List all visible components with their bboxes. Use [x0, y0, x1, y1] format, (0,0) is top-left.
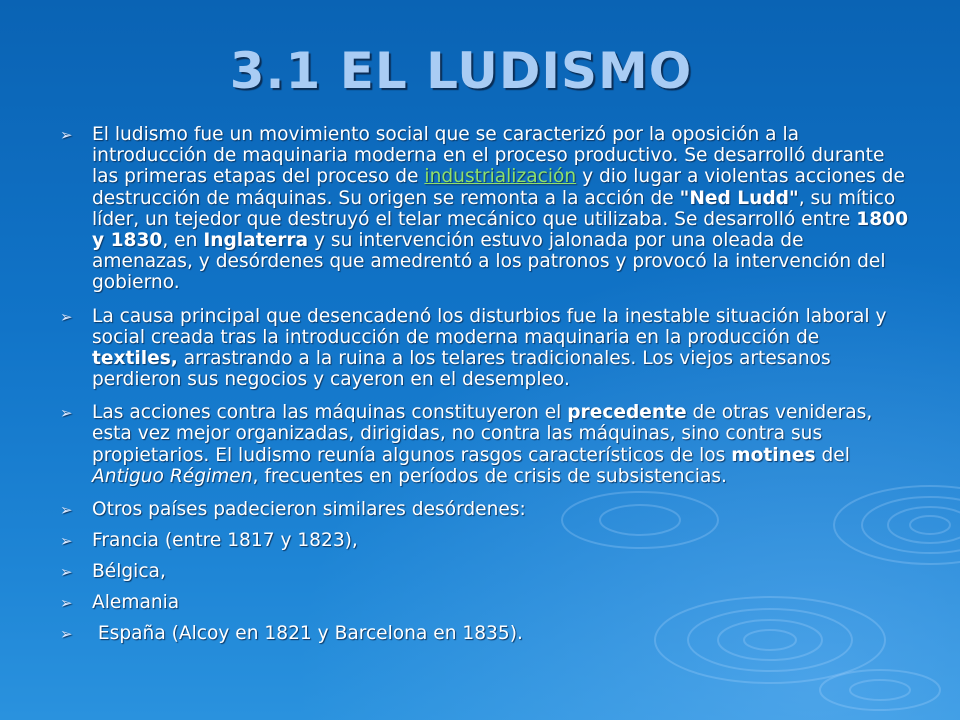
- text-run: La causa principal que desencadenó los disturbios fue la inestable situación laboral y social creada tras la introducción de moderna maquinaria en la producción de: [92, 305, 887, 348]
- arrow-bullet-icon: ➢: [60, 501, 73, 519]
- list-item-otros-paises: [60, 499, 910, 522]
- slide-body: [60, 124, 910, 646]
- ned-ludd-bold: "Ned Ludd": [679, 187, 799, 209]
- list-item-text: Alemania: [92, 592, 180, 613]
- text-run: , su mítico líder, un tejedor que destruyó el telar mecánico que utilizaba. Se desarrolló entre: [92, 187, 896, 230]
- text-run: Las acciones contra las máquinas constituyeron el: [92, 402, 568, 424]
- arrow-bullet-icon: ➢: [60, 563, 73, 581]
- arrow-bullet-icon: ➢: [60, 594, 73, 612]
- text-run: arrastrando a la ruina a los telares tradicionales. Los viejos artesanos perdieron sus negocios y cayeron en el desempleo.: [92, 347, 831, 391]
- paragraph-3-text: [92, 402, 910, 487]
- list-item-text: Bélgica,: [92, 561, 166, 582]
- list-item-text: España (Alcoy en 1821 y Barcelona en 1835).: [92, 623, 523, 644]
- text-run: , en: [162, 229, 204, 251]
- arrow-bullet-icon: ➢: [60, 625, 73, 643]
- list-item-text: Otros países padecieron similares desórdenes:: [92, 499, 526, 520]
- list-item-francia: [60, 530, 910, 553]
- precedente-bold: precedente: [567, 402, 687, 424]
- text-run: y su intervención estuvo jalonada por una oleada de amenazas, y desórdenes que amedrentó a los patronos y provocó la intervención del gobierno.: [92, 229, 886, 294]
- list-item-espana: [60, 623, 910, 646]
- bullet-paragraph-3: [60, 402, 910, 487]
- textiles-bold: textiles,: [92, 347, 178, 369]
- text-run: , frecuentes en períodos de crisis de subsistencias.: [252, 465, 727, 487]
- arrow-bullet-icon: ➢: [60, 307, 73, 326]
- arrow-bullet-icon: ➢: [60, 404, 73, 423]
- list-item-belgica: [60, 561, 910, 584]
- slide-title: 3.1 EL LUDISMO: [229, 42, 693, 100]
- paragraph-1-text: [92, 124, 910, 294]
- arrow-bullet-icon: ➢: [60, 532, 73, 550]
- inglaterra-bold: Inglaterra: [203, 229, 309, 251]
- industrializacion-link[interactable]: industrialización: [424, 166, 577, 188]
- text-run: y dio lugar a violentas acciones de destrucción de máquinas. Su origen se remonta a la acción de: [92, 166, 905, 209]
- bullet-paragraph-1: [60, 124, 910, 294]
- date-range-bold: 1800 y 1830: [92, 208, 909, 251]
- bullet-paragraph-2: [60, 306, 910, 391]
- arrow-bullet-icon: ➢: [60, 126, 73, 144]
- text-run: del: [815, 444, 850, 466]
- paragraph-2-text: [92, 306, 910, 391]
- motines-bold: motines: [731, 444, 816, 466]
- text-run: El ludismo fue un movimiento social que se caracterizó por la oposición a la introducción de maquinaria moderna en el proceso productivo. Se desarrolló durante las primeras etapas del proceso de: [92, 124, 885, 188]
- list-item-alemania: [60, 592, 910, 615]
- antiguo-regimen-italic: Antiguo Régimen: [92, 465, 253, 487]
- list-item-text: Francia (entre 1817 y 1823),: [92, 530, 358, 551]
- text-run: de otras venideras, esta vez mejor organizadas, dirigidas, no contra las máquinas, sino contra sus propietarios. El ludismo reunía algunos rasgos característicos de los: [92, 402, 873, 466]
